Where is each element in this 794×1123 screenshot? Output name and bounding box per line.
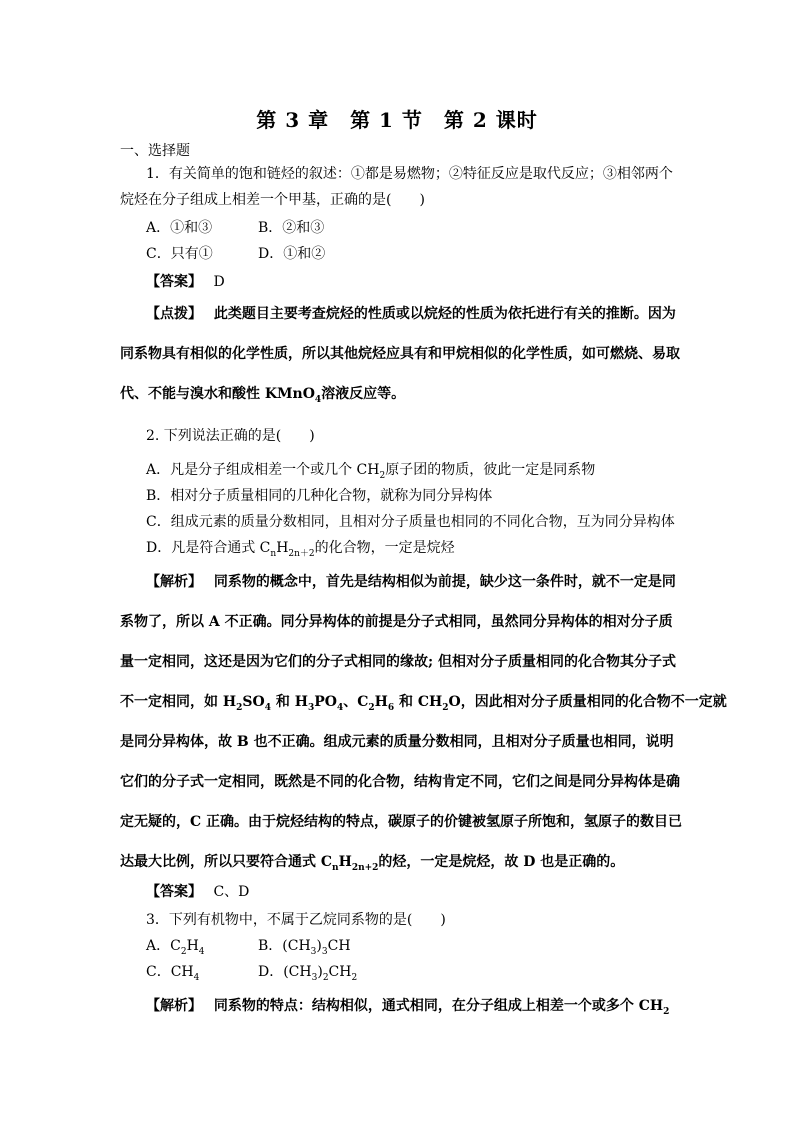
q3-analysis-line1: 【解析】 同系物的特点：结构相似，通式相同，在分子组成上相差一个或多个 $CH_2$	[146, 998, 670, 1017]
q3-stem: 3．下列有机物中，不属于乙烷同系物的是( )	[146, 912, 446, 928]
q2-analysis-line2: 系物了，所以 A 不正确。同分异构体的前提是分子式相同，虽然同分异构体的相对分子质	[120, 614, 673, 630]
q1-option-b: B．②和③	[258, 220, 325, 236]
q2-option-b: B．相对分子质量相同的几种化合物，就称为同分异构体	[146, 488, 493, 504]
q2-analysis-line6: 它们的分子式一定相同，既然是不同的化合物，结构肯定不同，它们之间是同分异构体是确	[120, 774, 680, 790]
page-title: 第 3 章 第 1 节 第 2 课时	[256, 108, 538, 132]
hint-label: 【点拨】	[146, 306, 195, 322]
section-heading: 一、选择题	[120, 143, 190, 159]
hint-text: 此类题目主要考查烷烃的性质或以烷烃的性质为依托进行有关的推断。因为	[213, 306, 676, 322]
q1-option-c: C．只有①	[146, 246, 213, 262]
answer-label: 【答案】	[146, 274, 195, 290]
q2-option-a: A．凡是分子组成相差一个或几个 $CH_2$原子团的物质，彼此一定是同系物	[146, 462, 596, 481]
q2-stem: 2. 下列说法正确的是( )	[146, 428, 315, 444]
q1-hint-line1	[146, 304, 706, 324]
q2-option-c: C．组成元素的质量分数相同，且相对分子质量也相同的不同化合物，互为同分异构体	[146, 514, 675, 530]
q1-option-d: D．①和②	[258, 246, 326, 262]
q1-option-a: A．①和③	[146, 220, 213, 236]
q2-analysis-line8: 达最大比例，所以只要符合通式 $C_nH_{2n+2}$的烃，一定是烷烃，故 D 也是正确的。	[120, 854, 625, 873]
q1-hint-line3: 代、不能与溴水和酸性 KMnO$_4$溶液反应等。	[120, 386, 406, 405]
q1-hint-line2: 同系物具有相似的化学性质，所以其他烷烃应具有和甲烷相似的化学性质，如可燃烧、易取	[120, 346, 680, 362]
q2-analysis-line3: 量一定相同，这还是因为它们的分子式相同的缘故; 但相对分子质量相同的化合物其分子式	[120, 654, 677, 670]
q2-analysis-line1: 【解析】 同系物的概念中，首先是结构相似为前提，缺少这一条件时，就不一定是同	[146, 574, 676, 590]
q1-answer	[146, 272, 225, 292]
q2-analysis-line4: 不一定相同，如 $H_2SO_4$ 和 $H_3PO_4$、$C_2H_6$ 和 $CH_2O$，因此相对分子质量相同的化合物不一定就	[120, 694, 727, 713]
q2-option-d: D．凡是符合通式 $C_nH_{2n+2}$的化合物，一定是烷烃	[146, 540, 455, 559]
analysis-label: 【解析】	[146, 574, 195, 590]
q3-option-d: D．$(CH_3)_2CH_2$	[258, 964, 358, 983]
q1-stem-line1: 1．有关简单的饱和链烃的叙述：①都是易燃物；②特征反应是取代反应；③相邻两个	[146, 166, 673, 182]
q2-analysis-line7: 定无疑的，C 正确。由于烷烃结构的特点，碳原子的价键被氢原子所饱和，氢原子的数目已	[120, 814, 683, 830]
q3-option-b: B．$(CH_3)_3CH$	[258, 938, 351, 957]
q2-answer: 【答案】 C、D	[146, 884, 250, 900]
answer-value: D	[213, 274, 225, 290]
q1-stem-line2: 烷烃在分子组成上相差一个甲基，正确的是( )	[120, 192, 425, 208]
q2-analysis-line5: 是同分异构体，故 B 也不正确。组成元素的质量分数相同，且相对分子质量也相同，说明	[120, 734, 674, 750]
q3-option-c: C．$CH_4$	[146, 964, 200, 983]
q3-option-a: A．$C_2H_4$	[146, 938, 205, 957]
